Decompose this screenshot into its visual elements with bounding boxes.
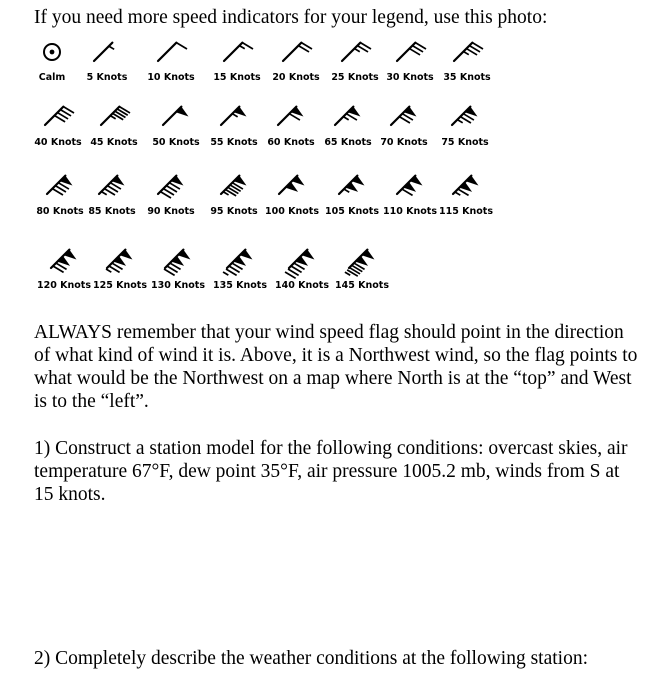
speed-label: 100 Knots <box>265 206 319 217</box>
speed-label: 45 Knots <box>90 137 138 148</box>
wind-barb-icon <box>164 250 190 276</box>
speed-label: 60 Knots <box>267 137 315 148</box>
speed-label: 120 Knots <box>37 280 91 291</box>
wind-barb-icon <box>283 43 312 61</box>
speed-label: 125 Knots <box>93 280 147 291</box>
wind-barb-icon <box>335 107 360 125</box>
wind-barb-icon <box>223 250 252 276</box>
speed-label: 35 Knots <box>443 72 491 83</box>
wind-barb-icon <box>44 44 60 60</box>
wind-barb-icon <box>163 107 188 125</box>
wind-barb-icon <box>454 43 483 61</box>
wind-barb-icon <box>106 250 132 273</box>
speed-label: 130 Knots <box>151 280 205 291</box>
speed-label: 20 Knots <box>272 72 320 83</box>
speed-label: 55 Knots <box>210 137 258 148</box>
speed-label: 95 Knots <box>210 206 258 217</box>
speed-label: 65 Knots <box>324 137 372 148</box>
wind-barb-icon <box>391 107 416 125</box>
wind-barb-icon <box>99 176 124 195</box>
wind-barb-icon <box>342 43 371 61</box>
intro-text: If you need more speed indicators for your legend, use this photo: <box>34 7 548 28</box>
speed-label: 115 Knots <box>439 206 493 217</box>
wind-barb-icon <box>45 107 74 125</box>
speed-label: 75 Knots <box>441 137 489 148</box>
wind-barb-icon <box>397 43 426 61</box>
speed-label: 145 Knots <box>335 280 389 291</box>
wind-barb-icon <box>221 176 246 196</box>
wind-barb-icon <box>224 43 253 61</box>
wind-barb-icon <box>453 176 478 196</box>
speed-label: 110 Knots <box>383 206 437 217</box>
question-1: 1) Construct a station model for the following conditions: overcast skies, air temperature 67°F, dew point 35°F, air pressure 1005.2 mb, winds from S at 15 knots. <box>34 438 628 505</box>
speed-label: 90 Knots <box>147 206 195 217</box>
question-2: 2) Completely describe the weather conditions at the following station: <box>34 648 588 669</box>
wind-barb-icon <box>397 176 422 196</box>
wind-barb-icon <box>278 107 303 125</box>
wind-barb-icon <box>221 107 246 125</box>
wind-speed-legend <box>0 0 666 300</box>
speed-label: 105 Knots <box>325 206 379 217</box>
wind-barb-icon <box>51 250 76 273</box>
wind-barb-icon <box>47 176 72 195</box>
wind-barb-icon <box>339 176 364 194</box>
speed-label: 25 Knots <box>331 72 379 83</box>
speed-label: 70 Knots <box>380 137 428 148</box>
speed-label: 135 Knots <box>213 280 267 291</box>
wind-barb-icon <box>452 107 477 125</box>
speed-label: 80 Knots <box>36 206 84 217</box>
wind-barb-icon <box>158 176 183 198</box>
wind-barb-icon <box>158 43 187 61</box>
speed-label: 10 Knots <box>147 72 195 83</box>
speed-label: 50 Knots <box>152 137 200 148</box>
wind-barb-icon <box>285 250 314 279</box>
speed-label: 140 Knots <box>275 280 329 291</box>
speed-label: Calm <box>38 72 66 83</box>
wind-barb-icon <box>345 250 375 277</box>
speed-label: 15 Knots <box>213 72 261 83</box>
wind-barb-icon <box>279 176 304 194</box>
speed-label: 85 Knots <box>88 206 136 217</box>
wind-barb-icon <box>94 43 114 61</box>
wind-flag-note: ALWAYS remember that your wind speed flag should point in the direction of what kind of wind it is. Above, it is a Northwest wind, so the flag points to what would be the Northwest on a map where North is at the “top” and West is to the “left”. <box>34 322 638 412</box>
wind-barb-icon <box>101 107 130 125</box>
speed-label: 5 Knots <box>86 72 128 83</box>
speed-label: 30 Knots <box>386 72 434 83</box>
speed-label: 40 Knots <box>34 137 82 148</box>
